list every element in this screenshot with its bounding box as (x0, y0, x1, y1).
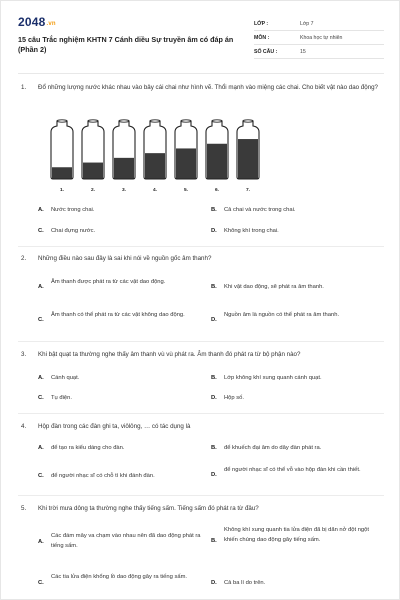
option-text: Âm thanh được phát ra từ các vật dao động. (51, 279, 166, 285)
option-text: Nguồn âm là nguồn có thể phát ra âm thanh. (224, 312, 340, 318)
option-key: C. (38, 228, 44, 234)
option-key: D. (211, 317, 217, 323)
option-text: Các tia lửa điện khổng lồ dao động gây ra tiếng sấm. (51, 574, 188, 580)
meta-value: Lớp 7 (300, 21, 314, 27)
option-key: A. (38, 207, 44, 213)
option-key: A. (38, 445, 44, 451)
option-4d[interactable] (211, 466, 376, 486)
bottle-rim (57, 120, 67, 122)
option-key: A. (38, 539, 44, 545)
option-2d[interactable] (211, 311, 371, 331)
bottle-rim (119, 120, 129, 122)
option-text: để tạo ra kiểu dáng cho đàn. (51, 445, 125, 451)
option-text: Cánh quạt. (51, 375, 80, 381)
question-body: Hộp đàn trong các đàn ghi ta, viôlông, … có tác dụng là (38, 423, 191, 430)
option-5a[interactable] (38, 532, 203, 552)
logo-suffix: .vn (46, 21, 56, 27)
bottle-label: 5. (183, 188, 189, 193)
bottle-label: 1. (59, 188, 65, 193)
bottle-label: 7. (245, 188, 251, 193)
meta-row-grade (254, 17, 384, 31)
question-2 (18, 254, 384, 264)
option-text: Cả chai và nước trong chai. (224, 207, 296, 213)
bottle-water (145, 153, 165, 179)
question-number: 1. (21, 84, 27, 91)
page-title: 15 câu Trắc nghiệm KHTN 7 Cánh diều Sự truyền âm có đáp án (Phần 2) (18, 35, 234, 54)
question-text (18, 350, 384, 360)
option-key: B. (211, 284, 217, 290)
question-text (18, 254, 384, 264)
option-text: Không khí xung quanh tia lửa điện đã bị dãn nở đột ngột khiến chúng dao động gây tiếng sấm. (224, 527, 369, 543)
logo-text: 2048 (18, 15, 46, 29)
option-text: Nước trong chai. (51, 207, 95, 213)
bottle (51, 120, 73, 193)
bottle-water (176, 148, 196, 179)
option-text: Lớp không khí xung quanh cánh quạt. (224, 375, 322, 381)
question-divider (18, 495, 384, 496)
meta-label: SỐ CÂU : (254, 49, 278, 55)
bottle (82, 120, 104, 193)
option-text: Chai đựng nước. (51, 228, 96, 234)
bottle (206, 120, 228, 193)
bottle-water (114, 158, 134, 179)
bottle-water (207, 144, 227, 179)
bottle-rim (181, 120, 191, 122)
question-5 (18, 504, 384, 514)
question-body: Khi trời mưa dông ta thường nghe thấy tiếng sấm. Tiếng sấm đó phát ra từ đâu? (38, 505, 259, 512)
bottle (144, 120, 166, 193)
option-key: D. (211, 580, 217, 586)
meta-label: MÔN : (254, 35, 270, 41)
question-1 (18, 83, 384, 93)
option-text: để khuếch đại âm do dây đàn phát ra. (224, 445, 322, 451)
option-text: Hộp số. (224, 395, 244, 401)
question-body: Những điều nào sau đây là sai khi nói về nguồn gốc âm thanh? (38, 255, 212, 262)
option-text: Khi vật dao động, sẽ phát ra âm thanh. (224, 284, 324, 290)
meta-value: Khoa học tự nhiên (300, 35, 343, 41)
question-divider (18, 246, 384, 247)
question-text (18, 83, 384, 93)
bottles-illustration (45, 117, 265, 195)
option-key: C. (38, 317, 44, 323)
meta-table (254, 17, 384, 59)
meta-row-subject (254, 31, 384, 45)
option-2a[interactable] (38, 278, 198, 298)
bottle-water (238, 139, 258, 179)
question-divider (18, 341, 384, 342)
bottle-label: 2. (90, 188, 96, 193)
bottle-rim (88, 120, 98, 122)
option-text: Không khí trong chai. (224, 228, 279, 234)
option-key: B. (211, 207, 217, 213)
bottles-figure (45, 117, 265, 195)
bottle-water (83, 163, 103, 179)
option-text: để người nhạc sĩ có thể vỗ vào hộp đàn khi cần thiết. (224, 467, 361, 473)
bottle-label: 3. (121, 188, 127, 193)
question-3 (18, 350, 384, 360)
option-key: D. (211, 228, 217, 234)
question-number: 5. (21, 505, 27, 512)
option-text: Các đám mây va chạm vào nhau nên đã dao động phát ra tiếng sấm. (51, 533, 201, 549)
question-body: Đổ những lượng nước khác nhau vào bảy cái chai như hình vẽ. Thổi mạnh vào miệng các chai. Cho biết vật nào dao động? (38, 84, 378, 91)
site-logo[interactable] (18, 15, 56, 29)
option-key: C. (38, 395, 44, 401)
option-key: C. (38, 473, 44, 479)
meta-value: 15 (300, 49, 306, 55)
header-divider (18, 73, 384, 74)
question-text (18, 422, 384, 432)
bottle-rim (150, 120, 160, 122)
bottle-rim (243, 120, 253, 122)
option-key: A. (38, 375, 44, 381)
bottle-label: 4. (152, 188, 158, 193)
option-key: B. (211, 375, 217, 381)
option-key: B. (211, 538, 217, 544)
question-number: 3. (21, 351, 27, 358)
option-2c[interactable] (38, 311, 198, 331)
question-divider (18, 413, 384, 414)
bottle (113, 120, 135, 193)
option-key: C. (38, 580, 44, 586)
option-key: B. (211, 445, 217, 451)
option-5c[interactable] (38, 573, 203, 593)
bottle (175, 120, 197, 193)
question-4 (18, 422, 384, 432)
option-text: để người nhạc sĩ có chỗ tì khi đánh đàn. (51, 473, 155, 479)
meta-label: LỚP : (254, 21, 269, 27)
bottle-rim (212, 120, 222, 122)
question-number: 4. (21, 423, 27, 430)
bottle-water (52, 167, 72, 179)
question-text (18, 504, 384, 514)
option-key: D. (211, 472, 217, 478)
option-key: A. (38, 284, 44, 290)
option-text: Âm thanh có thể phát ra từ các vật không dao động. (51, 312, 185, 318)
meta-row-count (254, 45, 384, 59)
question-number: 2. (21, 255, 27, 262)
bottle-label: 6. (214, 188, 220, 193)
bottle (237, 120, 259, 193)
option-5b[interactable] (211, 526, 376, 556)
option-text: Tụ điện. (51, 395, 72, 401)
option-text: Cả ba lí do trên. (224, 580, 266, 586)
option-key: D. (211, 395, 217, 401)
header (18, 13, 384, 61)
question-body: Khi bật quạt ta thường nghe thấy âm thanh vù vù phát ra. Âm thanh đó phát ra từ bộ phận nào? (38, 351, 301, 358)
